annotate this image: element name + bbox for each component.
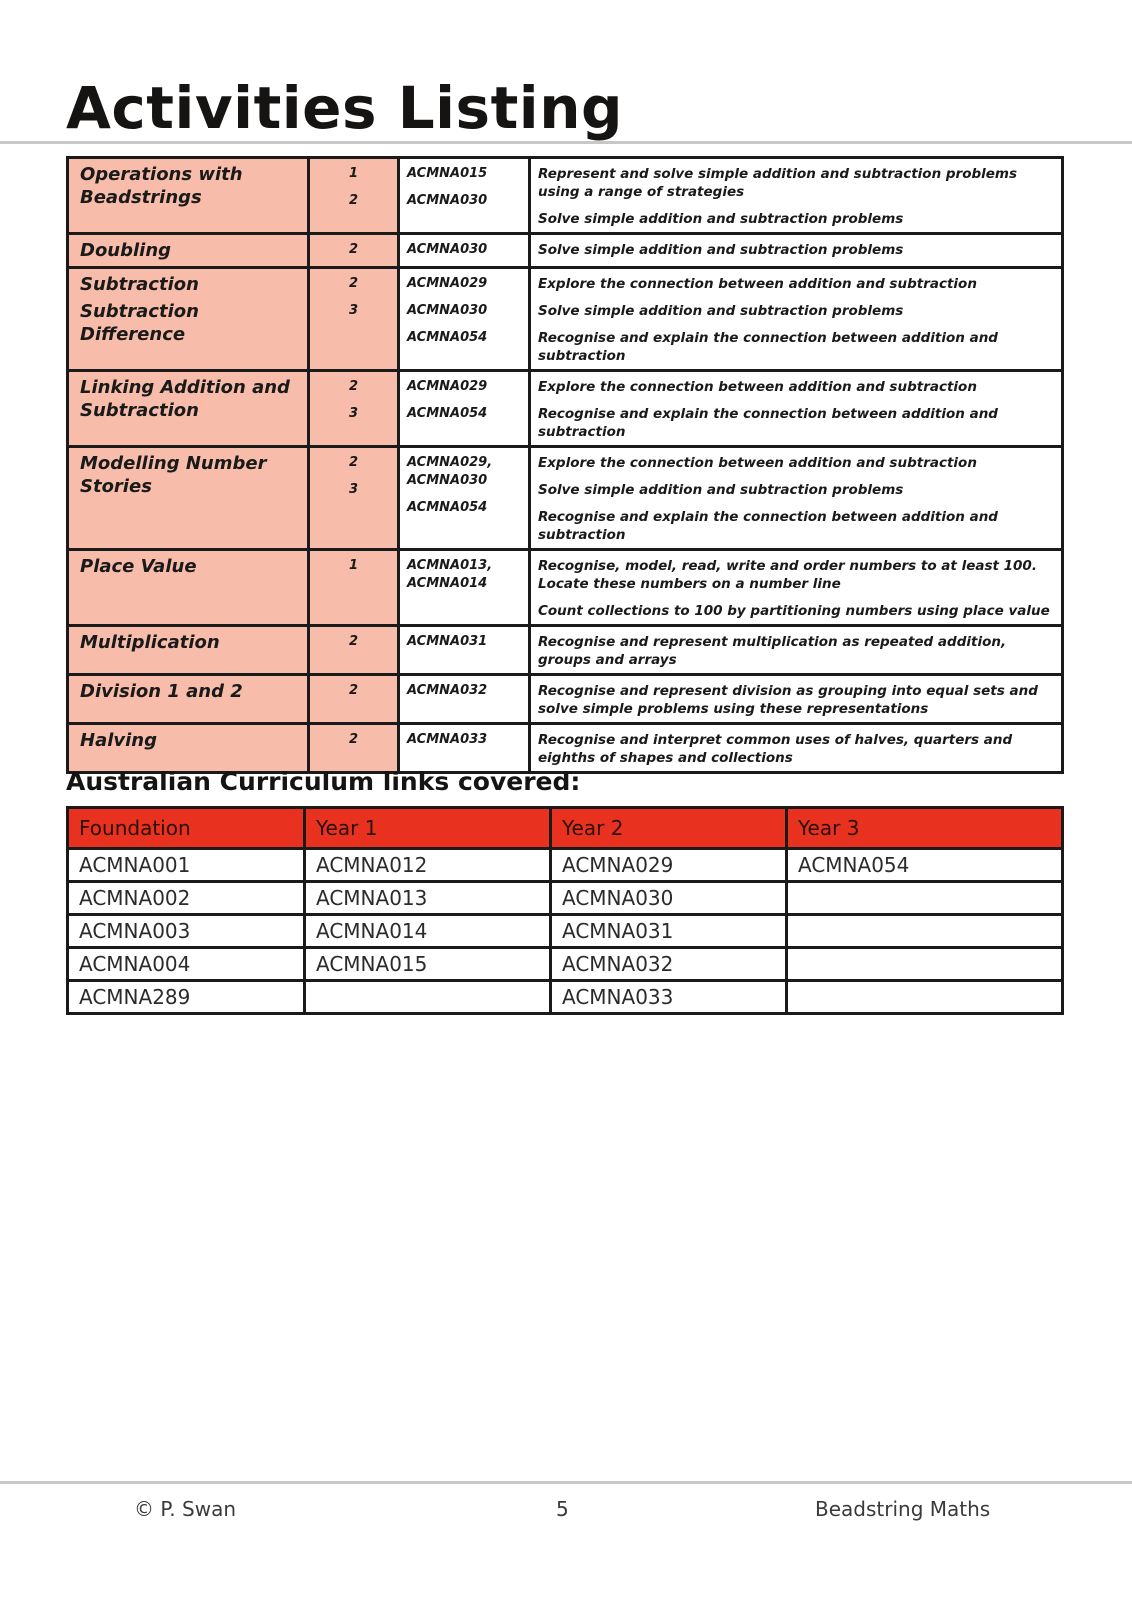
activity-code-cell (399, 234, 530, 268)
activity-description: Solve simple addition and subtraction problems (538, 303, 904, 319)
activity-code-cell (399, 371, 530, 447)
activity-name: Division 1 and 2 (80, 681, 243, 702)
activity-year: 2 (348, 683, 359, 698)
curriculum-code-cell: ACMNA013 (305, 882, 551, 915)
activity-description: Recognise, model, read, write and order numbers to at least 100. Locate these numbers on a number line (538, 558, 1037, 592)
curriculum-header-year-3: Year 3 (787, 808, 1063, 849)
title-divider (0, 141, 1132, 144)
activity-year: 2 (348, 276, 359, 291)
activity-code: ACMNA030 (407, 193, 488, 208)
footer-page-number: 5 (556, 1497, 569, 1521)
activity-row (68, 234, 1063, 268)
curriculum-code-cell: ACMNA015 (305, 948, 551, 981)
activity-year: 2 (348, 732, 359, 747)
activity-code: ACMNA054 (407, 330, 488, 345)
activity-code: ACMNA015 (407, 166, 488, 181)
activity-name-cell (68, 268, 309, 371)
activity-year: 3 (348, 303, 359, 318)
activity-description: Explore the connection between addition and subtraction (538, 276, 977, 292)
activity-description: Solve simple addition and subtraction problems (538, 482, 904, 498)
activity-name-cell (68, 158, 309, 234)
activity-year: 3 (348, 482, 359, 497)
activity-code: ACMNA032 (407, 683, 488, 698)
activity-name: Halving (80, 730, 157, 751)
activity-year-cell (309, 626, 399, 675)
curriculum-code-cell: ACMNA014 (305, 915, 551, 948)
activity-description: Recognise and represent division as grouping into equal sets and solve simple problems using these representations (538, 683, 1038, 717)
curriculum-code-cell: ACMNA001 (68, 849, 305, 882)
activity-year: 2 (348, 242, 359, 257)
activity-code: ACMNA054 (407, 406, 488, 421)
curriculum-code-cell: ACMNA033 (551, 981, 787, 1014)
activity-code: ACMNA029 (407, 379, 488, 394)
activity-description: Recognise and explain the connection between addition and subtraction (538, 330, 998, 364)
activity-row (68, 626, 1063, 675)
activity-name-cell (68, 675, 309, 724)
activity-year: 2 (348, 379, 359, 394)
activity-year-cell (309, 447, 399, 550)
activity-year-cell (309, 675, 399, 724)
footer-copyright: © P. Swan (134, 1497, 237, 1521)
activity-description: Recognise and represent multiplication as repeated addition, groups and arrays (538, 634, 1007, 668)
activity-year-cell (309, 371, 399, 447)
curriculum-row (68, 882, 1063, 915)
activity-year: 1 (348, 166, 359, 181)
activity-description: Solve simple addition and subtraction problems (538, 211, 904, 227)
activity-description-cell (530, 550, 1063, 626)
curriculum-code-cell: ACMNA012 (305, 849, 551, 882)
curriculum-table (66, 806, 1064, 1015)
activity-name: Subtraction Difference (80, 301, 199, 345)
curriculum-row (68, 948, 1063, 981)
activity-description-cell (530, 626, 1063, 675)
curriculum-code-cell: ACMNA002 (68, 882, 305, 915)
activity-code: ACMNA029 (407, 276, 488, 291)
activity-year: 1 (348, 558, 359, 573)
activity-code: ACMNA030 (407, 303, 488, 318)
activity-name-cell (68, 550, 309, 626)
curriculum-code-cell (787, 948, 1063, 981)
activity-code-cell (399, 550, 530, 626)
activity-name-cell (68, 234, 309, 268)
activity-code-cell (399, 268, 530, 371)
footer-divider (0, 1481, 1132, 1484)
activity-description: Solve simple addition and subtraction problems (538, 242, 904, 258)
activity-year: 2 (348, 634, 359, 649)
activity-year-cell (309, 268, 399, 371)
activity-code-cell (399, 447, 530, 550)
activity-description-cell (530, 268, 1063, 371)
activity-description-cell (530, 447, 1063, 550)
page-title: Activities Listing (66, 74, 623, 142)
curriculum-code-cell (787, 915, 1063, 948)
curriculum-header-year-2: Year 2 (551, 808, 787, 849)
curriculum-code-cell: ACMNA054 (787, 849, 1063, 882)
activity-description: Explore the connection between addition and subtraction (538, 379, 977, 395)
activity-description-cell (530, 724, 1063, 773)
activities-table-body (68, 158, 1063, 773)
activity-name: Subtraction (80, 274, 199, 295)
activity-name-cell (68, 626, 309, 675)
activity-code: ACMNA031 (407, 634, 488, 649)
activity-year: 2 (348, 455, 359, 470)
activity-name-cell (68, 371, 309, 447)
activity-code-cell (399, 675, 530, 724)
curriculum-header-row (68, 808, 1063, 849)
curriculum-header-foundation: Foundation (68, 808, 305, 849)
activity-row (68, 158, 1063, 234)
activity-description-cell (530, 675, 1063, 724)
activity-name-cell (68, 447, 309, 550)
curriculum-code-cell: ACMNA004 (68, 948, 305, 981)
activity-description: Recognise and explain the connection between addition and subtraction (538, 406, 998, 440)
activity-description: Recognise and explain the connection between addition and subtraction (538, 509, 998, 543)
curriculum-code-cell: ACMNA030 (551, 882, 787, 915)
activity-row (68, 371, 1063, 447)
activity-description: Count collections to 100 by partitioning numbers using place value (538, 603, 1050, 619)
footer-book-title: Beadstring Maths (815, 1497, 991, 1521)
curriculum-heading: Australian Curriculum links covered: (66, 767, 581, 796)
curriculum-code-cell: ACMNA031 (551, 915, 787, 948)
activities-table (66, 156, 1064, 774)
activity-description: Represent and solve simple addition and subtraction problems using a range of strategies (538, 166, 1018, 200)
activity-code: ACMNA054 (407, 500, 488, 515)
activity-name: Multiplication (80, 632, 220, 653)
activity-description-cell (530, 234, 1063, 268)
activity-year-cell (309, 158, 399, 234)
curriculum-code-cell: ACMNA003 (68, 915, 305, 948)
activity-code-cell (399, 626, 530, 675)
curriculum-header-year-1: Year 1 (305, 808, 551, 849)
activity-name: Modelling Number Stories (80, 453, 267, 497)
activity-description: Recognise and interpret common uses of halves, quarters and eighths of shapes and collections (538, 732, 1013, 766)
curriculum-code-cell: ACMNA032 (551, 948, 787, 981)
curriculum-code-cell: ACMNA029 (551, 849, 787, 882)
activity-code: ACMNA033 (407, 732, 488, 747)
activity-description-cell (530, 371, 1063, 447)
curriculum-code-cell (787, 882, 1063, 915)
activity-name: Linking Addition and Subtraction (80, 377, 290, 421)
activity-name: Place Value (80, 556, 197, 577)
activity-row (68, 447, 1063, 550)
activity-code: ACMNA030 (407, 242, 488, 257)
curriculum-code-cell (787, 981, 1063, 1014)
activity-description-cell (530, 158, 1063, 234)
activity-year-cell (309, 550, 399, 626)
activity-year: 2 (348, 193, 359, 208)
activity-code: ACMNA013, ACMNA014 (407, 558, 493, 591)
activity-code: ACMNA029, ACMNA030 (407, 455, 493, 488)
activity-name: Operations with Beadstrings (80, 164, 243, 208)
curriculum-code-cell (305, 981, 551, 1014)
activity-code-cell (399, 158, 530, 234)
curriculum-table-body (68, 849, 1063, 1014)
activity-description: Explore the connection between addition and subtraction (538, 455, 977, 471)
curriculum-row (68, 915, 1063, 948)
activity-row (68, 675, 1063, 724)
activity-row (68, 550, 1063, 626)
curriculum-row (68, 849, 1063, 882)
activity-row (68, 268, 1063, 371)
activity-year: 3 (348, 406, 359, 421)
activity-name: Doubling (80, 240, 172, 261)
curriculum-code-cell: ACMNA289 (68, 981, 305, 1014)
activity-year-cell (309, 234, 399, 268)
curriculum-row (68, 981, 1063, 1014)
